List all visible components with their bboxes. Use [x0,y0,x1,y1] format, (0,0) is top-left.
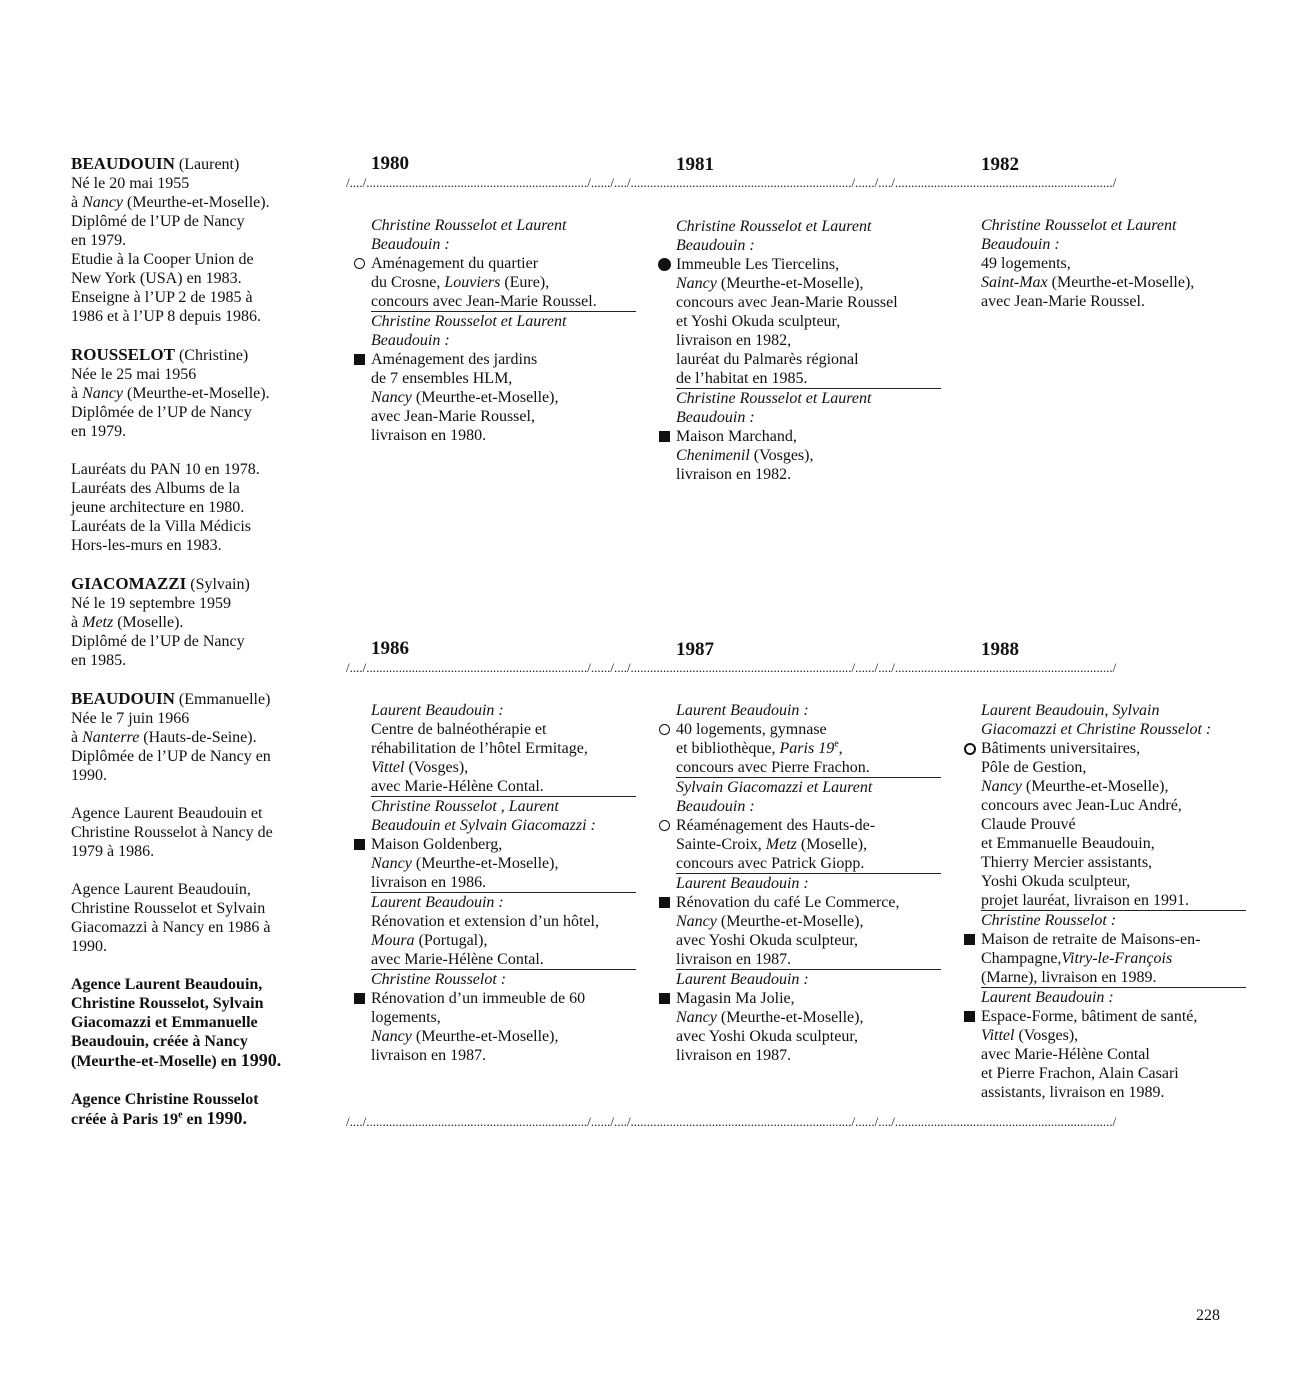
bio-block [71,1090,291,1129]
entry-location-line [371,758,636,777]
entry-line: et Emmanuelle Beaudouin, [981,835,1155,852]
entry-line: Pôle de Gestion, [981,759,1087,776]
entry-line: réhabilitation de l’hôtel Ermitage, [371,740,588,757]
entry-line: avec Jean-Marie Roussel, [371,408,535,425]
entry-line: Centre de balnéothérapie et [371,721,547,738]
bio-line: Né le 19 septembre 1959 [71,595,231,612]
person-firstname: (Emmanuelle) [174,691,271,708]
entry-authors: Beaudouin : [371,236,450,253]
location-city: Nancy [371,1028,412,1045]
bio-line: en 1985. [71,652,127,669]
entries-1980 [371,216,636,445]
entry-line: livraison en 1987. [676,1047,792,1064]
location-city: Metz [765,836,797,853]
project-entry [676,816,941,874]
entry-line: Rénovation et extension d’un hôtel, [371,913,599,930]
birthplace-city: Metz [82,614,114,631]
page-number: 228 [1196,1307,1220,1324]
bio-line: Né le 20 mai 1955 [71,175,190,192]
entry-authors: Beaudouin : [676,798,755,815]
entry-line: livraison en 1982, [676,332,792,349]
entry-line: livraison en 1982. [676,466,792,483]
entry-location-line [676,835,941,854]
project-entry [981,1007,1246,1102]
bio-line: en 1979. [71,423,127,440]
year-heading-1981: 1981 [676,154,714,175]
birthplace-region: (Meurthe-et-Moselle). [122,385,270,402]
entry-authors: Laurent Beaudouin : [371,894,504,911]
entry-line: avec Marie-Hélène Contal [981,1046,1150,1063]
bio-line: en 1979. [71,232,127,249]
entry-line: Maison Marchand, [676,428,797,445]
bio-name-line [71,345,291,365]
entry-location-line [371,388,636,407]
bio-name-line [71,154,291,174]
year-heading-1986: 1986 [371,638,409,659]
birthplace-city: Nancy [82,385,123,402]
dotted-timeline-top: /..../..................................................................../....../..../..................................................................../....../..../.................................................................../ [346,175,1117,190]
birthplace-city: Nanterre [82,729,140,746]
entries-1982 [981,216,1246,311]
bio-block [71,689,291,785]
agency-line: Agence Christine Rousselot [71,1091,259,1108]
bio-block [71,975,291,1071]
bio-line: Agence Laurent Beaudouin et [71,805,263,822]
agency-line: Beaudouin, créée à Nancy [71,1033,248,1050]
project-entry [371,720,636,797]
project-entry [676,255,941,389]
agency-tail: en [182,1111,207,1128]
entries-1986 [371,701,636,1065]
location-prefix: Champagne, [981,950,1062,967]
entry-line: Aménagement des jardins [371,351,538,368]
location-city: Nancy [371,855,412,872]
project-entry [676,893,941,970]
location-region: (Meurthe-et-Moselle), [1047,274,1195,291]
entry-line: avec Marie-Hélène Contal. [371,778,544,795]
entry-line: de l’habitat en 1985. [676,370,808,387]
entry-line: Rénovation d’un immeuble de 60 [371,990,586,1007]
entry-authors: Christine Rousselot : [371,971,507,988]
project-entry [981,254,1246,311]
year-heading-1987: 1987 [676,639,714,660]
entry-line: assistants, livraison en 1989. [981,1084,1165,1101]
filled-square-marker-icon [354,839,365,850]
location-city: Louviers [444,274,501,291]
location-city: Nancy [676,913,717,930]
entry-location-line [981,273,1246,292]
person-surname: GIACOMAZZI [71,574,187,593]
entry-authors: Laurent Beaudouin : [371,702,504,719]
location-city: Nancy [676,275,717,292]
location-region: (Vosges), [404,759,469,776]
bio-block [71,880,291,956]
location-region: (Meurthe-et-Moselle), [1021,778,1169,795]
birthplace-region: (Hauts-de-Seine). [139,729,257,746]
location-region: (Vosges), [749,447,814,464]
entry-line: Maison de retraite de Maisons-en- [981,931,1201,948]
bio-birthplace-line [71,384,291,403]
bio-block [71,154,291,326]
entry-line: Claude Prouvé [981,816,1076,833]
entry-location-line [676,1008,941,1027]
entry-authors: Christine Rousselot : [981,912,1117,929]
agency-year: 1990. [206,1108,248,1128]
entry-authors: Laurent Beaudouin : [981,989,1114,1006]
entry-location-line [676,739,941,758]
bio-line: Diplômée de l’UP de Nancy en [71,748,271,765]
bio-line: Christine Rousselot à Nancy de [71,824,273,841]
location-region: (Meurthe-et-Moselle), [411,389,559,406]
open-circle-marker-icon [659,820,670,831]
bio-block [71,804,291,861]
open-circle-marker-icon [659,724,670,735]
entry-line: (Marne), livraison en 1989. [981,969,1157,986]
dotted-timeline-middle: /..../..................................................................../....../..../..................................................................../....../..../.................................................................../ [346,660,1117,675]
entry-location-line [371,273,636,292]
location-region: (Meurthe-et-Moselle), [716,1009,864,1026]
entries-1987 [676,701,941,1065]
entry-authors: Christine Rousselot et Laurent [676,218,872,235]
filled-square-marker-icon [659,897,670,908]
bio-line: Diplômé de l’UP de Nancy [71,213,245,230]
location-city: Saint-Max [981,274,1048,291]
project-entry [371,912,636,970]
entry-authors: Laurent Beaudouin : [676,875,809,892]
bio-line: New York (USA) en 1983. [71,270,242,287]
entry-line: projet lauréat, livraison en 1991. [981,892,1189,909]
bio-line: jeune architecture en 1980. [71,499,245,516]
bio-line: 1979 à 1986. [71,843,155,860]
location-region: (Eure), [500,274,550,291]
filled-square-marker-icon [964,1011,975,1022]
bio-line: Hors-les-murs en 1983. [71,537,222,554]
entry-line: concours avec Jean-Marie Roussel. [371,293,597,310]
entry-authors: Beaudouin : [676,409,755,426]
birthplace-prefix: à [71,614,83,631]
project-entry [981,930,1246,988]
entry-line: avec Yoshi Okuda sculpteur, [676,932,858,949]
project-entry [676,427,941,484]
person-surname: ROUSSELOT [71,345,175,364]
birthplace-region: (Meurthe-et-Moselle). [122,194,270,211]
entry-line: concours avec Jean-Luc André, [981,797,1182,814]
filled-square-marker-icon [964,934,975,945]
entry-line: lauréat du Palmarès régional [676,351,859,368]
person-firstname: (Laurent) [174,156,240,173]
bio-birthplace-line [71,613,291,632]
bio-line: 1990. [71,938,107,955]
entry-line: concours avec Pierre Frachon. [676,759,870,776]
bio-line: Enseigne à l’UP 2 de 1985 à [71,289,253,306]
entry-line: logements, [371,1009,441,1026]
bio-line: Etudie à la Cooper Union de [71,251,254,268]
project-entry [981,739,1246,911]
entry-line: livraison en 1987. [371,1047,487,1064]
birthplace-prefix: à [71,385,83,402]
location-city: Vittel [371,759,405,776]
entry-line: Maison Goldenberg, [371,836,503,853]
bio-line: Diplômée de l’UP de Nancy [71,404,252,421]
entry-authors: Sylvain Giacomazzi et Laurent [676,779,873,796]
location-city: Chenimenil [676,447,750,464]
entry-authors: Giacomazzi et Christine Rousselot : [981,721,1212,738]
person-firstname: (Christine) [174,347,249,364]
bio-line: Lauréats de la Villa Médicis [71,518,252,535]
project-entry [371,350,636,445]
entry-line: Immeuble Les Tiercelins, [676,256,840,273]
project-entry [676,720,941,778]
dotted-timeline-bottom: /..../..................................................................../....../..../..................................................................../....../..../.................................................................../ [346,1114,1117,1129]
location-prefix: du Crosne, [371,274,445,291]
birthplace-city: Nancy [82,194,123,211]
bio-block [71,460,291,555]
entry-line: 49 logements, [981,255,1071,272]
entry-authors: Beaudouin : [676,237,755,254]
agency-line: Giacomazzi et Emmanuelle [71,1014,258,1031]
bio-line: Lauréats des Albums de la [71,480,240,497]
entry-authors: Laurent Beaudouin, Sylvain [981,702,1160,719]
location-city: Nancy [371,389,412,406]
entry-line: livraison en 1980. [371,427,487,444]
entry-line: Magasin Ma Jolie, [676,990,795,1007]
superscript: e [834,738,839,750]
location-region: (Meurthe-et-Moselle), [411,1028,559,1045]
entry-authors: Laurent Beaudouin : [676,971,809,988]
person-firstname: (Sylvain) [186,576,250,593]
entry-authors: Christine Rousselot , Laurent [371,798,559,815]
entry-line: Aménagement du quartier [371,255,539,272]
filled-circle-marker-icon [658,258,671,271]
entry-location-line [676,274,941,293]
entries-1988 [981,701,1246,1102]
project-entry [371,989,636,1065]
entry-location-line [676,912,941,931]
entry-line: Yoshi Okuda sculpteur, [981,873,1131,890]
entry-authors: Beaudouin : [981,236,1060,253]
bio-name-line [71,689,291,709]
location-city: Nancy [676,1009,717,1026]
bio-line: Giacomazzi à Nancy en 1986 à [71,919,271,936]
filled-square-marker-icon [354,993,365,1004]
entry-location-line [371,854,636,873]
birthplace-prefix: à [71,729,83,746]
entry-line: livraison en 1987. [676,951,792,968]
location-region: (Moselle), [796,836,868,853]
location-prefix: Sainte-Croix, [676,836,766,853]
year-heading-1980: 1980 [371,153,409,174]
bio-line: Agence Laurent Beaudouin, [71,881,251,898]
filled-square-marker-icon [659,431,670,442]
project-entry [676,989,941,1065]
filled-square-marker-icon [659,993,670,1004]
entry-authors: Christine Rousselot et Laurent [676,390,872,407]
birthplace-region: (Moselle). [113,614,184,631]
entry-line: livraison en 1986. [371,874,487,891]
entry-line: avec Marie-Hélène Contal. [371,951,544,968]
bio-name-line [71,574,291,594]
year-heading-1988: 1988 [981,639,1019,660]
agency-line: Christine Rousselot, Sylvain [71,995,264,1012]
entry-line: avec Jean-Marie Roussel. [981,293,1145,310]
entry-line: et Yoshi Okuda sculpteur, [676,313,841,330]
location-region: (Meurthe-et-Moselle), [716,275,864,292]
entry-location-line [981,949,1246,968]
year-heading-1982: 1982 [981,154,1019,175]
biography-column [71,154,291,1148]
entries-1981 [676,217,941,484]
entry-line: Thierry Mercier assistants, [981,854,1153,871]
entry-line: Bâtiments universitaires, [981,740,1141,757]
entry-location-line [371,931,636,950]
bio-line: Née le 7 juin 1966 [71,710,190,727]
location-region: , [838,740,843,757]
birthplace-prefix: à [71,194,83,211]
filled-square-marker-icon [354,354,365,365]
location-region: (Portugal), [414,932,488,949]
entry-location-line [371,1027,636,1046]
entry-line: 40 logements, gymnase [676,721,827,738]
entry-authors: Laurent Beaudouin : [676,702,809,719]
bio-line: Christine Rousselot et Sylvain [71,900,266,917]
agency-line: Agence Laurent Beaudouin, [71,976,263,993]
bio-block [71,574,291,670]
project-entry [371,835,636,893]
location-city: Vittel [981,1027,1015,1044]
entry-authors: Beaudouin et Sylvain Giacomazzi : [371,817,596,834]
location-region: (Meurthe-et-Moselle), [716,913,864,930]
bio-line: 1990. [71,767,107,784]
location-city: Moura [371,932,415,949]
entry-line: Espace-Forme, bâtiment de santé, [981,1008,1198,1025]
project-entry [371,254,636,312]
location-region: (Vosges), [1014,1027,1079,1044]
location-city: Paris 19 [779,740,835,757]
entry-location-line [676,446,941,465]
entry-line: concours avec Patrick Giopp. [676,855,865,872]
superscript: e [178,1109,183,1121]
bio-birthplace-line [71,193,291,212]
entry-authors: Christine Rousselot et Laurent [981,217,1177,234]
entry-line: de 7 ensembles HLM, [371,370,513,387]
entry-line: Réaménagement des Hauts-de- [676,817,876,834]
bio-line: Diplômé de l’UP de Nancy [71,633,245,650]
bio-birthplace-line [71,728,291,747]
entry-location-line [981,777,1246,796]
entry-authors: Beaudouin : [371,332,450,349]
location-prefix: et bibliothèque, [676,740,780,757]
bio-line: Née le 25 mai 1956 [71,366,197,383]
entry-line: concours avec Jean-Marie Roussel [676,294,898,311]
entry-authors: Christine Rousselot et Laurent [371,313,567,330]
open-circle-marker-icon [964,743,976,755]
bio-line: Lauréats du PAN 10 en 1978. [71,461,260,478]
entry-authors: Christine Rousselot et Laurent [371,217,567,234]
entry-line: Rénovation du café Le Commerce, [676,894,900,911]
location-city: Nancy [981,778,1022,795]
bio-line: 1986 et à l’UP 8 depuis 1986. [71,308,262,325]
person-surname: BEAUDOUIN [71,154,175,173]
bio-block [71,345,291,441]
person-surname: BEAUDOUIN [71,689,175,708]
location-region: (Meurthe-et-Moselle), [411,855,559,872]
agency-year: 1990. [240,1050,282,1070]
agency-line: (Meurthe-et-Moselle) en [71,1053,237,1070]
entry-line: avec Yoshi Okuda sculpteur, [676,1028,858,1045]
entry-line: et Pierre Frachon, Alain Casari [981,1065,1179,1082]
location-city: Vitry-le-François [1061,950,1173,967]
entry-location-line [981,1026,1246,1045]
agency-line: créée à Paris 19 [71,1111,179,1128]
open-circle-marker-icon [354,258,365,269]
